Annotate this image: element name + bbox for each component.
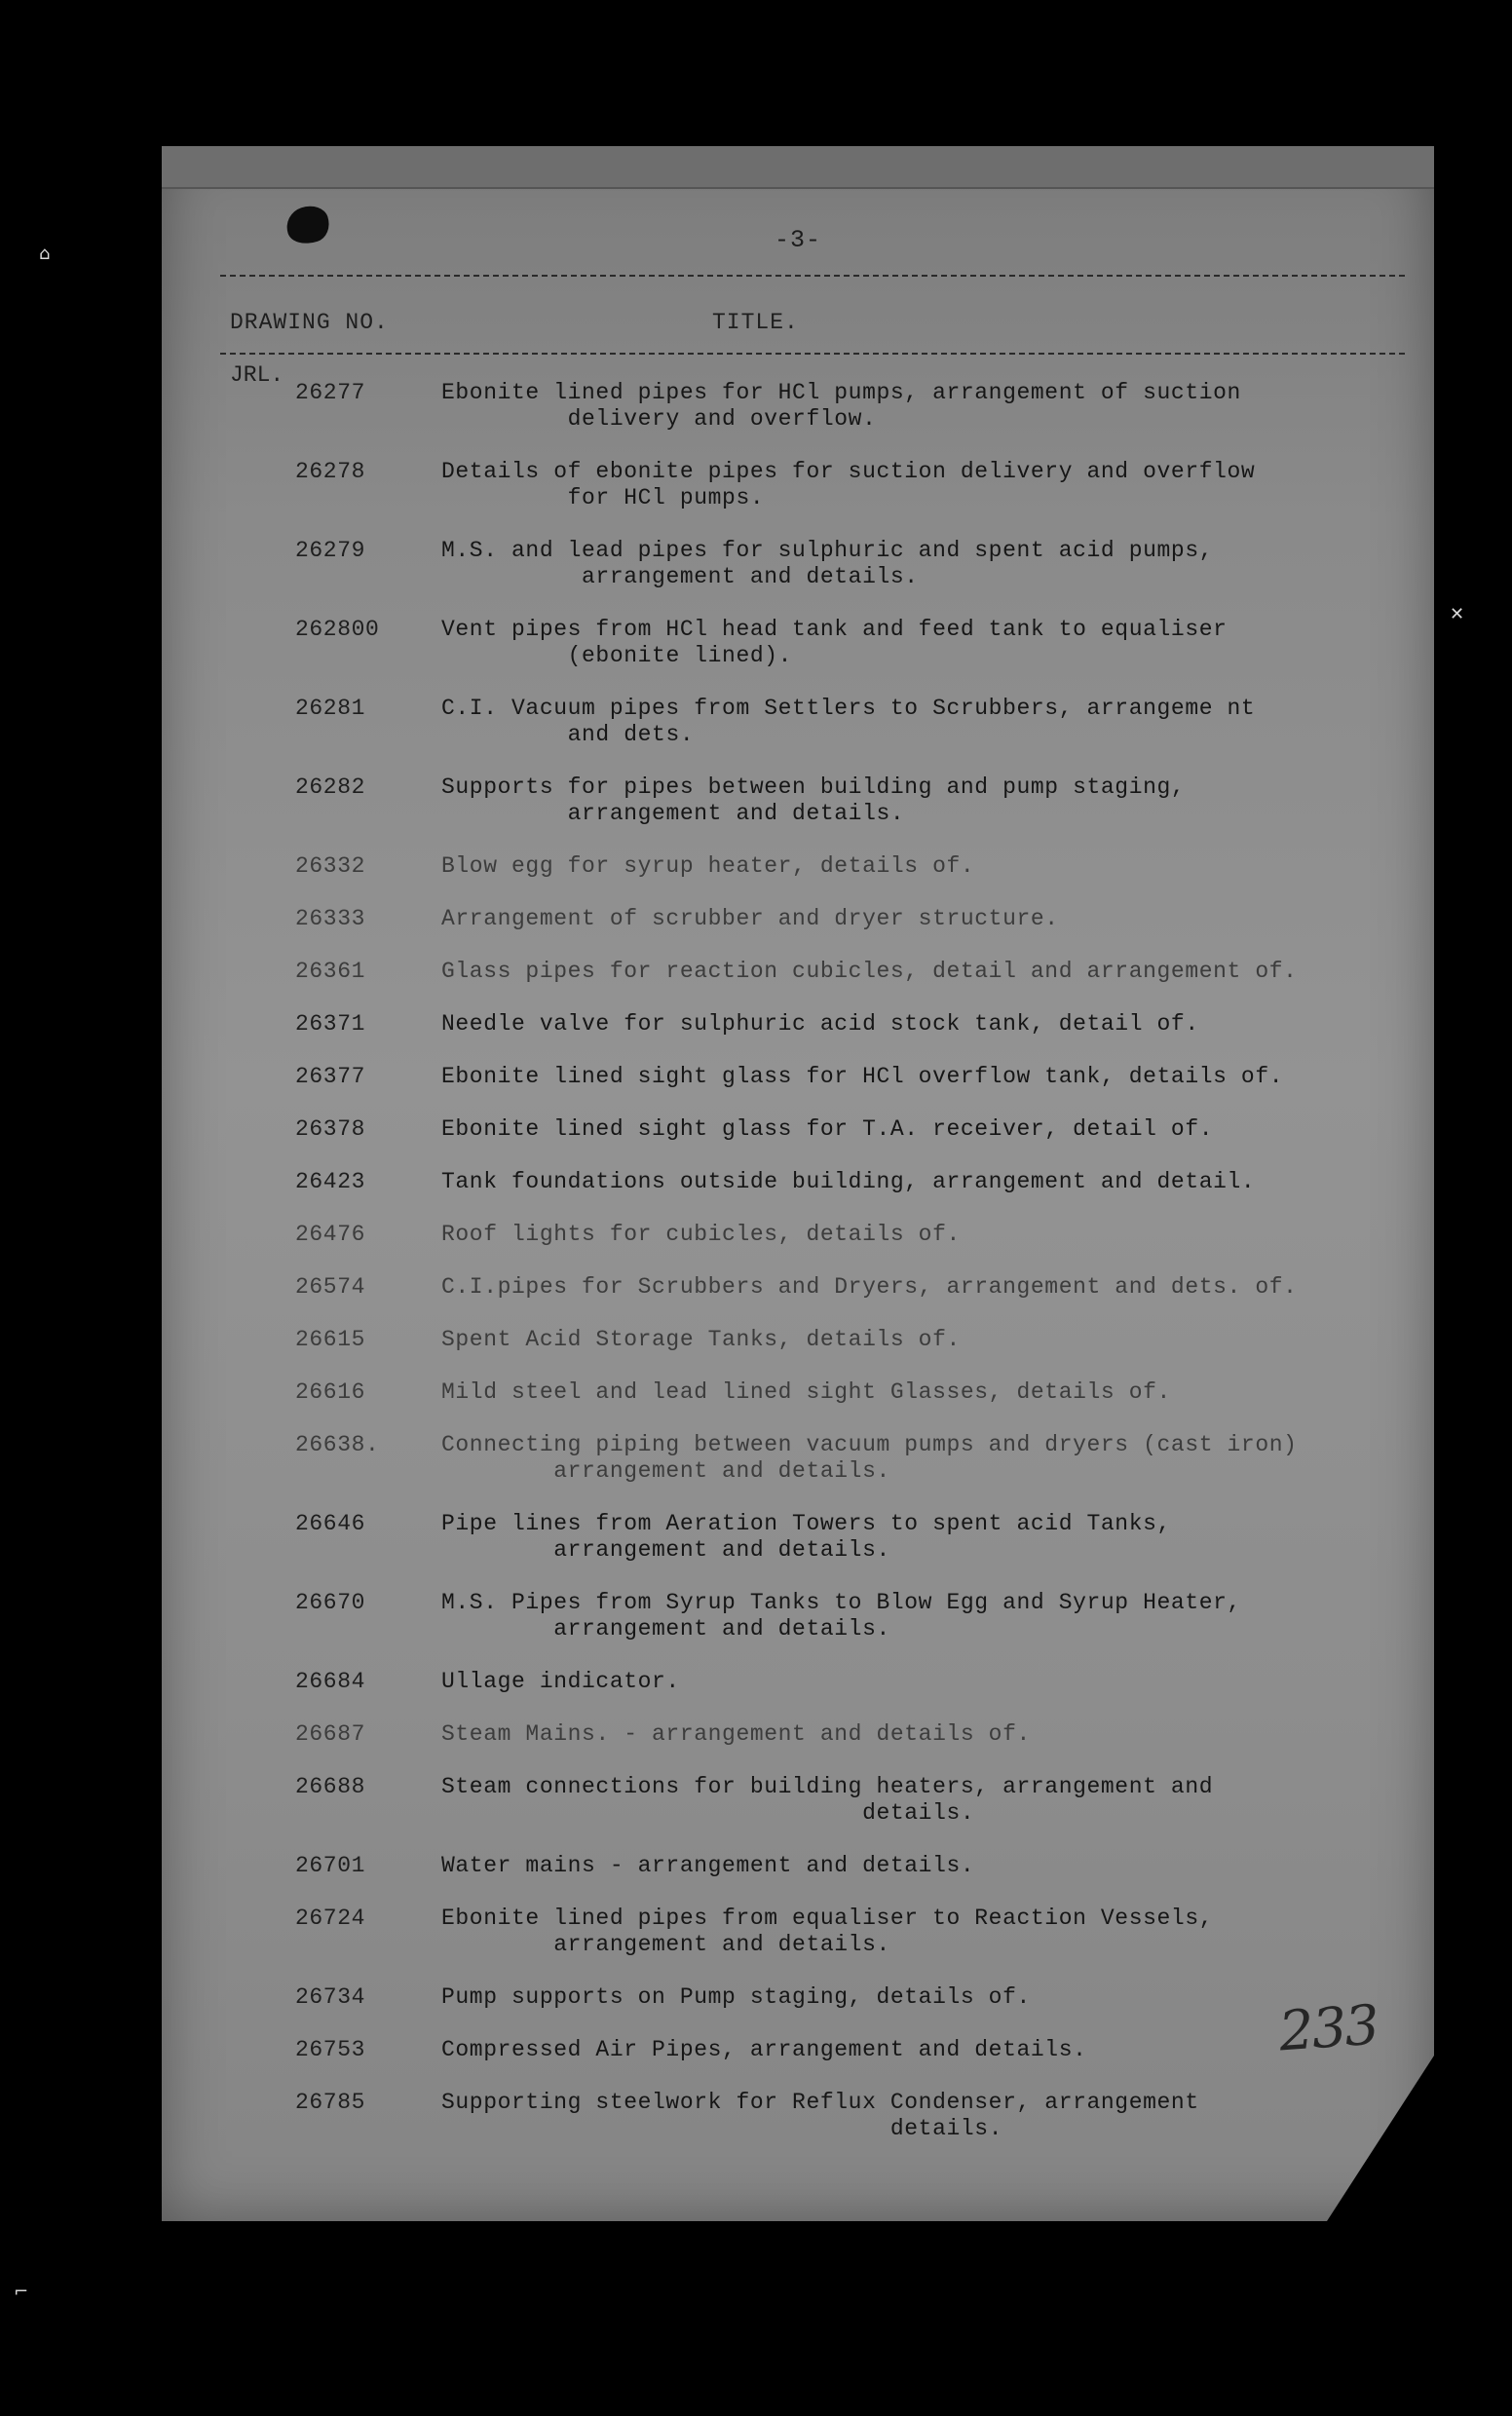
drawing-title: Ebonite lined sight glass for HCl overflow tank, details of. [441,1064,1284,1089]
list-item [162,2090,1434,2142]
drawing-title: Spent Acid Storage Tanks, details of. [441,1327,961,1352]
drawing-number: 26333 [295,906,366,931]
drawing-number: 26423 [295,1169,366,1194]
drawing-number: 26278 [295,459,366,484]
drawing-number: 26378 [295,1116,366,1142]
drawing-number: 26638. [295,1432,380,1457]
drawing-number: 26724 [295,1906,366,1931]
drawing-title: Ebonite lined pipes from equaliser to Reaction Vessels, arrangement and details. [441,1906,1214,1957]
header-rule-top [220,275,1405,277]
drawing-number: 26734 [295,1984,366,2010]
document-page [162,146,1434,2221]
list-item [162,906,1434,932]
list-item [162,1379,1434,1406]
list-item [162,1222,1434,1248]
drawing-title: Pump supports on Pump staging, details of. [441,1984,1031,2010]
drawing-title: Blow egg for syrup heater, details of. [441,853,975,879]
list-item [162,774,1434,827]
drawing-number: 26687 [295,1721,366,1747]
drawing-number: 26361 [295,959,366,984]
drawing-number: 26282 [295,774,366,800]
scan-mark: ✕ [1450,604,1465,624]
drawing-number: 26670 [295,1590,366,1615]
drawing-title: Pipe lines from Aeration Towers to spent acid Tanks, arrangement and details. [441,1511,1171,1563]
drawing-title: Arrangement of scrubber and dryer structure. [441,906,1059,931]
drawing-title: Roof lights for cubicles, details of. [441,1222,961,1247]
list-item [162,1169,1434,1195]
list-item [162,1116,1434,1143]
drawing-title: Supporting steelwork for Reflux Condenser, arrangement details. [441,2090,1199,2141]
drawing-number: 26616 [295,1379,366,1405]
drawing-title: Water mains - arrangement and details. [441,1853,975,1878]
drawing-number: 26281 [295,696,366,721]
list-item [162,1511,1434,1564]
list-item [162,2037,1434,2063]
drawing-number: 26701 [295,1853,366,1878]
drawing-title: Tank foundations outside building, arrangement and detail. [441,1169,1256,1194]
drawing-title: Supports for pipes between building and pump staging, arrangement and details. [441,774,1186,826]
drawing-list [162,380,1434,2169]
list-item [162,1721,1434,1748]
drawing-number: 26277 [295,380,366,405]
drawing-number: 26377 [295,1064,366,1089]
list-item [162,1432,1434,1485]
drawing-title: M.S. Pipes from Syrup Tanks to Blow Egg and Syrup Heater, arrangement and details. [441,1590,1241,1642]
list-item [162,459,1434,511]
scan-mark: ⌐ [14,2282,29,2302]
header-rule-bottom [220,353,1405,355]
drawing-title: C.I.pipes for Scrubbers and Dryers, arrangement and dets. of. [441,1274,1298,1300]
handwritten-page-note: 233 [1276,1993,1380,2064]
drawing-number: 26279 [295,538,366,563]
drawing-number: 26332 [295,853,366,879]
page-top-edge [162,146,1434,189]
list-item [162,1274,1434,1301]
drawing-title: Details of ebonite pipes for suction delivery and overflow for HCl pumps. [441,459,1256,510]
drawing-number: 26688 [295,1774,366,1799]
list-item [162,617,1434,669]
drawing-title: Compressed Air Pipes, arrangement and details. [441,2037,1087,2062]
scan-mark: ⌂ [39,244,51,264]
drawing-number: 262800 [295,617,380,642]
drawing-title: Mild steel and lead lined sight Glasses, details of. [441,1379,1171,1405]
page-number: -3- [774,226,821,254]
list-item [162,538,1434,590]
drawing-number: 26476 [295,1222,366,1247]
drawing-number: 26615 [295,1327,366,1352]
title-header: TITLE. [712,310,799,335]
list-item [162,696,1434,748]
list-item [162,853,1434,880]
list-item [162,1774,1434,1827]
drawing-no-header: DRAWING NO. [230,310,389,335]
drawing-title: Needle valve for sulphuric acid stock tank, detail of. [441,1011,1199,1037]
drawing-number: 26753 [295,2037,366,2062]
drawing-number: 26684 [295,1669,366,1694]
drawing-number: 26574 [295,1274,366,1300]
list-item [162,1011,1434,1038]
list-item [162,1984,1434,2011]
drawing-title: C.I. Vacuum pipes from Settlers to Scrubbers, arrangeme nt and dets. [441,696,1256,747]
list-item [162,959,1434,985]
drawing-title: Ullage indicator. [441,1669,680,1694]
drawing-number: 26371 [295,1011,366,1037]
drawing-prefix: JRL. [230,362,284,388]
drawing-number: 26646 [295,1511,366,1536]
list-item [162,1906,1434,1958]
drawing-title: Glass pipes for reaction cubicles, detail and arrangement of. [441,959,1298,984]
drawing-title: Ebonite lined pipes for HCl pumps, arrangement of suction delivery and overflow. [441,380,1241,432]
list-item [162,1669,1434,1695]
list-item [162,1327,1434,1353]
drawing-title: Ebonite lined sight glass for T.A. receiver, detail of. [441,1116,1214,1142]
list-item [162,1590,1434,1642]
drawing-number: 26785 [295,2090,366,2115]
drawing-title: Steam Mains. - arrangement and details of. [441,1721,1031,1747]
drawing-title: Vent pipes from HCl head tank and feed tank to equaliser (ebonite lined). [441,617,1228,668]
list-item [162,380,1434,433]
drawing-title: M.S. and lead pipes for sulphuric and spent acid pumps, arrangement and details. [441,538,1214,589]
drawing-title: Connecting piping between vacuum pumps and dryers (cast iron) arrangement and details. [441,1432,1298,1484]
list-item [162,1853,1434,1879]
list-item [162,1064,1434,1090]
drawing-title: Steam connections for building heaters, arrangement and details. [441,1774,1214,1826]
